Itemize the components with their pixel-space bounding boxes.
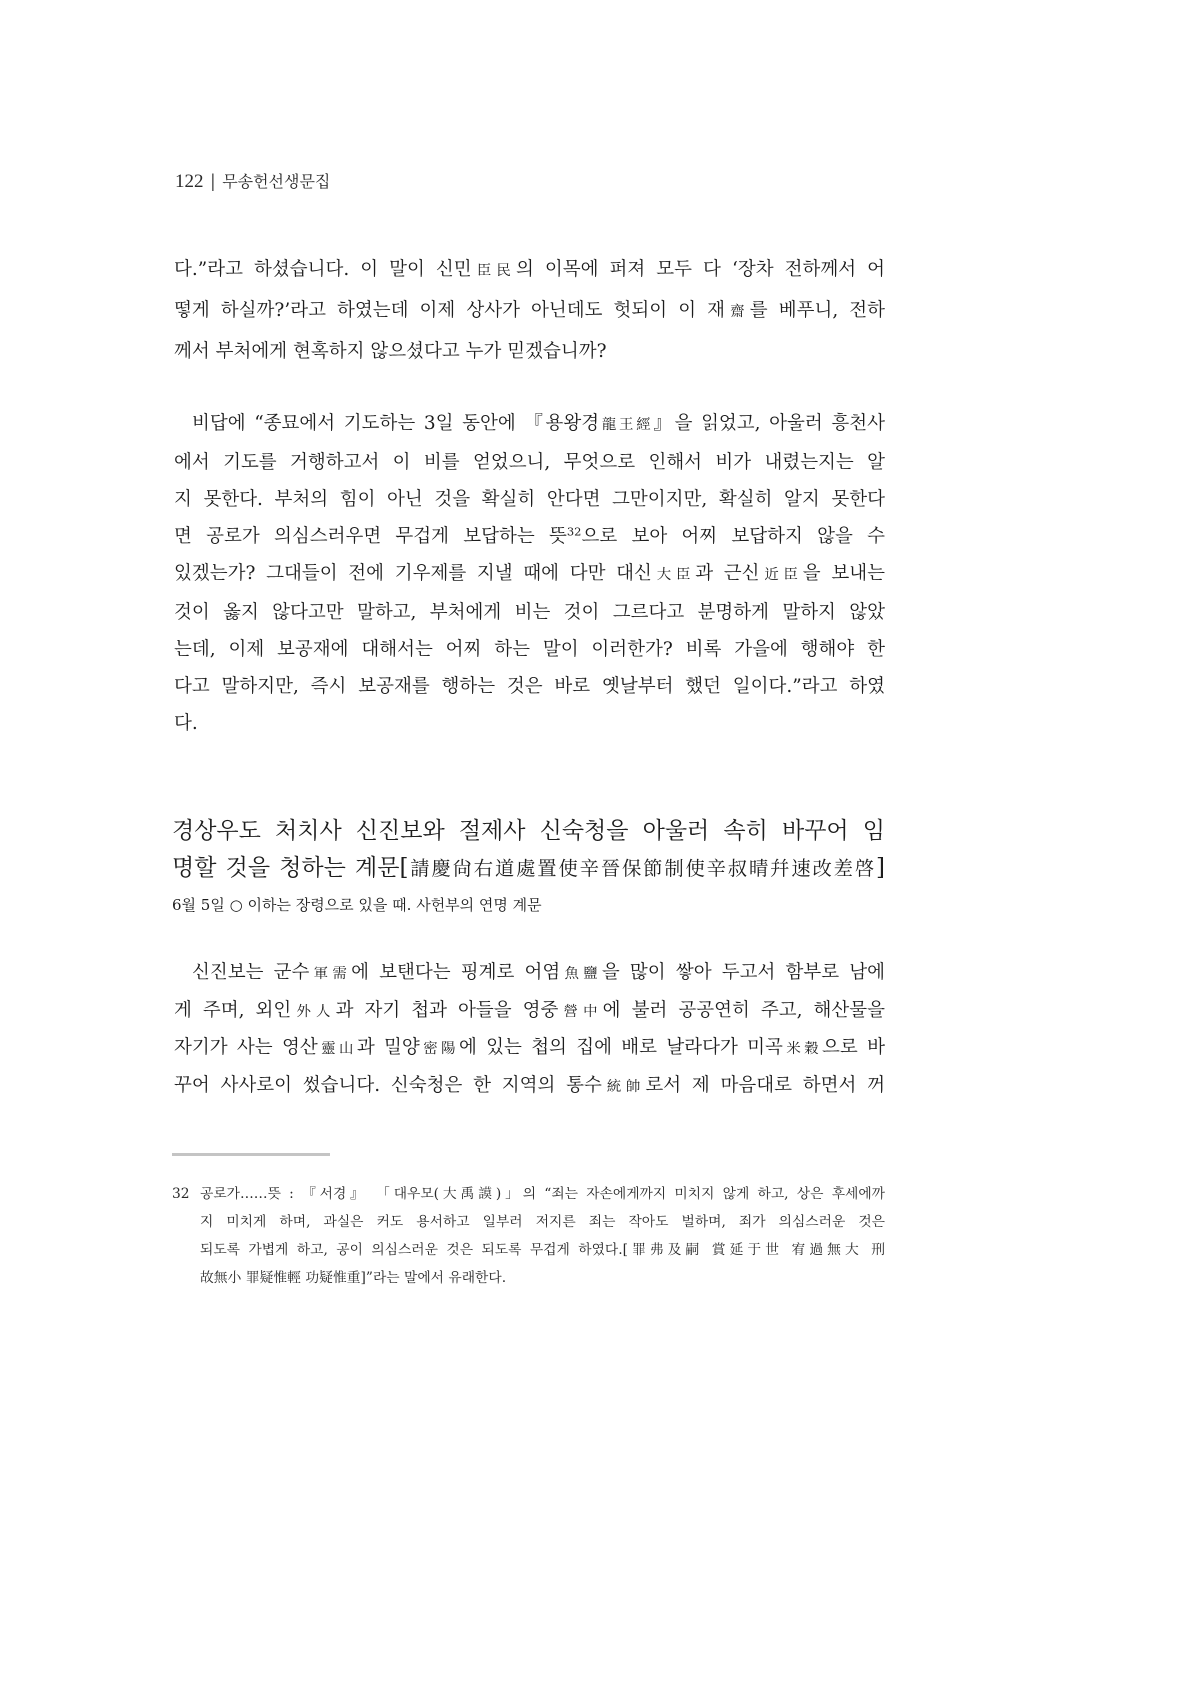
text-line: 는데, 이제 보공재에 대해서는 어찌 하는 말이 이러한가? 비록 가을에 행해야 한 — [174, 639, 885, 660]
hanja-gloss: 罪疑惟輕 — [245, 1270, 301, 1286]
text-line: 故無小 罪疑惟輕 功疑惟重]”라는 말에서 유래한다. — [200, 1270, 507, 1286]
section-title — [172, 813, 885, 887]
footnote-number: 32 — [172, 1186, 190, 1202]
hanja-gloss: 罪弗及嗣 — [628, 1242, 704, 1258]
section-subtitle: 6월 5일 ○ 이하는 장령으로 있을 때. 사헌부의 연명 계문 — [172, 896, 542, 914]
text-line: 꾸어 사사로이 썼습니다. 신숙청은 한 지역의 통수統帥로서 제 마음대로 하면서 꺼 — [174, 1074, 885, 1096]
text-line: 께서 부처에게 현혹하지 않으셨다고 누가 믿겠습니까? — [174, 341, 607, 362]
text-line: 되도록 가볍게 하고, 공이 의심스러운 것은 되도록 무겁게 하였다.[罪弗及嗣 賞延于世 宥過無大 刑 — [200, 1242, 886, 1258]
text-line: 있겠는가? 그대들이 전에 기우제를 지낼 때에 다만 대신大臣과 근신近臣을 보내는 — [174, 563, 885, 584]
text-line: 에서 기도를 거행하고서 이 비를 얻었으니, 무엇으로 인해서 비가 내렸는지는 알 — [174, 452, 885, 473]
text-line: 다. — [174, 713, 198, 734]
footnote-text — [200, 1180, 885, 1292]
text-line: 다고 말하지만, 즉시 보공재를 행하는 것은 바로 옛날부터 했던 일이다.”라고 하였 — [174, 676, 885, 697]
hanja-gloss: 賞延于世 — [711, 1242, 784, 1258]
paragraph — [174, 955, 885, 1105]
text-line: 자기가 사는 영산靈山과 밀양密陽에 있는 첩의 집에 배로 날라다가 미곡米穀으로 바 — [174, 1037, 885, 1058]
hanja-gloss: 臣民 — [471, 263, 516, 279]
text-line: 경상우도 처치사 신진보와 절제사 신숙청을 아울러 속히 바꾸어 임 — [172, 818, 885, 844]
hanja-gloss: 近臣 — [759, 567, 803, 583]
book-title: 무송헌선생문집 — [222, 172, 331, 191]
hanja-gloss: 統帥 — [601, 1078, 646, 1095]
hanja-gloss: 刑 — [871, 1242, 886, 1258]
running-header — [175, 170, 330, 193]
hanja-gloss: 密陽 — [419, 1041, 459, 1057]
hanja-gloss: 龍王經 — [599, 417, 654, 433]
text-line: 것이 옳지 않다고만 말하고, 부처에게 비는 것이 그르다고 분명하게 말하지 않았 — [174, 602, 885, 623]
text-line: 공로가……뜻 : 『서경』 「대우모(大禹謨)」의 “죄는 자손에게까지 미치지 않게 하고, 상은 후세에까 — [200, 1186, 886, 1202]
hanja-gloss: 營中 — [558, 1003, 603, 1020]
header-separator: | — [210, 171, 216, 191]
paragraph — [174, 250, 885, 371]
hanja-gloss: 齋 — [725, 304, 750, 320]
hanja-gloss: 宥過無大 — [791, 1242, 863, 1258]
hanja-gloss: 靈山 — [317, 1041, 357, 1057]
paragraph — [174, 405, 885, 742]
text-line: 다.”라고 하셨습니다. 이 말이 신민臣民의 이목에 퍼져 모두 다 ‘장차 전하께서 어 — [174, 259, 885, 280]
hanja-gloss: 大禹謨 — [439, 1186, 496, 1202]
hanja-gloss: 功疑惟重 — [305, 1270, 361, 1286]
text-line: 명할 것을 청하는 계문[請慶尙右道處置使辛晉保節制使辛叔晴幷速改差啓] — [172, 855, 885, 881]
text-line: 비답에 “종묘에서 기도하는 3일 동안에 『용왕경龍王經』을 읽었고, 아울러 흥천사 — [192, 413, 885, 434]
hanja-gloss: 外人 — [291, 1003, 336, 1020]
hanja-gloss: 米穀 — [782, 1041, 823, 1057]
text-line: 신진보는 군수軍需에 보탠다는 핑계로 어염魚鹽을 많이 쌓아 두고서 함부로 남에 — [192, 962, 885, 983]
hanja-gloss: 大臣 — [651, 567, 696, 583]
hanja-gloss: 軍需 — [309, 966, 352, 982]
text-line: 지 미치게 하며, 과실은 커도 용서하고 일부러 저지른 죄는 작아도 벌하며, 죄가 의심스러운 것은 — [200, 1214, 885, 1230]
text-line: 떻게 하실까?’라고 하였는데 이제 상사가 아닌데도 헛되이 이 재齋를 베푸니, 전하 — [174, 300, 885, 321]
text-line: 면 공로가 의심스러우면 무겁게 보답하는 뜻$^{32}$으로 보아 어찌 보답하지 않을 수 — [174, 524, 885, 547]
hanja-gloss: 請慶尙右道處置使辛晉保節制使辛叔晴幷速改差啓 — [408, 857, 877, 880]
page-number: 122 — [175, 171, 204, 192]
footnote-ref: 32 — [566, 524, 582, 539]
hanja-gloss: 魚鹽 — [560, 966, 602, 982]
text-line: 지 못한다. 부처의 힘이 아닌 것을 확실히 안다면 그만이지만, 확실히 알지 못한다 — [174, 489, 885, 510]
hanja-gloss: 故無小 — [200, 1270, 242, 1286]
footnote — [172, 1180, 885, 1292]
footnote-divider — [172, 1153, 330, 1156]
text-line: 게 주며, 외인外人과 자기 첩과 아들을 영중營中에 불러 공공연히 주고, 해산물을 — [174, 999, 885, 1021]
